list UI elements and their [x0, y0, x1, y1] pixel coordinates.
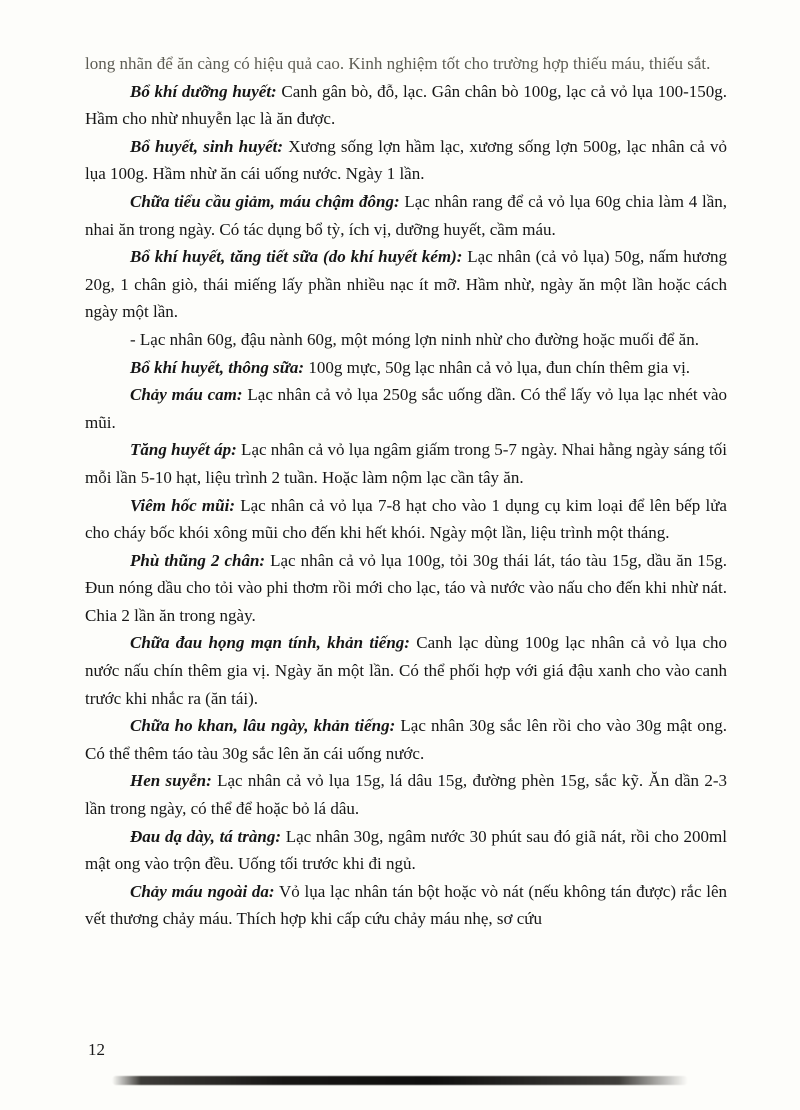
paragraph-text: Lạc nhân 30g sắc lên rồi cho vào 30g mật ong. Có thể thêm táo tàu 30g sắc lên ăn cái uống nước. [85, 716, 727, 763]
paragraph-lead: Phù thũng 2 chân: [130, 550, 266, 570]
paragraph-text: Lạc nhân rang để cả vỏ lụa 60g chia làm 4 lần, nhai ăn trong ngày. Có tác dụng bổ tỳ, ích vị, dưỡng huyết, cầm máu. [85, 191, 727, 239]
paragraph-lead: Viêm hốc mũi: [130, 495, 235, 515]
paragraph-lead: Bổ huyết, sinh huyết: [130, 136, 284, 156]
scan-artifact-smudge [112, 1076, 688, 1085]
paragraph [85, 823, 727, 878]
paragraph-lead: Bổ khí huyết, tăng tiết sữa (do khí huyết kém): [130, 247, 463, 267]
paragraph-lead: Hen suyễn: [130, 771, 212, 791]
paragraph [85, 547, 727, 630]
paragraph [85, 629, 727, 712]
paragraph [85, 133, 727, 188]
paragraph-text: Lạc nhân (cả vỏ lụa) 50g, nấm hương 20g, 1 chân giò, thái miếng lấy phần nhiều nạc ít mỡ. Hầm nhừ, ngày ăn một lần hoặc cách ngày một lần. [85, 247, 727, 322]
text-block [85, 50, 727, 933]
paragraph [85, 878, 727, 933]
paragraph-text: Lạc nhân cả vỏ lụa ngâm giấm trong 5-7 ngày. Nhai hằng ngày sáng tối mỗi lần 5-10 hạt, liệu trình 2 tuần. Hoặc làm nộm lạc cần tây ăn. [85, 440, 727, 487]
paragraph [85, 767, 727, 822]
paragraph [85, 436, 727, 491]
paragraph-text: Canh gân bò, đỗ, lạc. Gân chân bò 100g, lạc cả vỏ lụa 100-150g. Hầm cho nhừ nhuyễn lạc là ăn được. [85, 81, 727, 129]
paragraph [85, 243, 727, 326]
paragraph [85, 188, 727, 243]
paragraph [85, 354, 727, 382]
paragraph-lead: Bổ khí dưỡng huyết: [130, 81, 277, 101]
paragraph [85, 712, 727, 767]
paragraph [85, 492, 727, 547]
paragraph-text: Xương sống lợn hầm lạc, xương sống lợn 500g, lạc nhân cả vỏ lụa 100g. Hầm nhừ ăn cái uống nước. Ngày 1 lần. [85, 136, 727, 184]
paragraph [85, 381, 727, 436]
paragraph-text: long nhãn để ăn càng có hiệu quả cao. Kinh nghiệm tốt cho trường hợp thiếu máu, thiếu sắt. [85, 54, 711, 73]
paragraph [85, 78, 727, 133]
paragraph [85, 50, 727, 78]
paragraph-text: Canh lạc dùng 100g lạc nhân cả vỏ lụa cho nước nấu chín thêm gia vị. Ngày ăn một lần. Có thể phối hợp với giá đậu xanh cho vào canh trước khi nhắc ra (ăn tái). [85, 633, 727, 708]
paragraph-text: Lạc nhân cả vỏ lụa 15g, lá dâu 15g, đường phèn 15g, sắc kỹ. Ăn dần 2-3 lần trong ngày, có thể để hoặc bỏ lá dâu. [85, 771, 728, 819]
paragraph-text: - Lạc nhân 60g, đậu nành 60g, một móng lợn ninh nhừ cho đường hoặc muối để ăn. [130, 329, 699, 349]
paragraph [85, 326, 727, 354]
paragraph-lead: Chảy máu cam: [130, 385, 243, 405]
paragraph-text: 100g mực, 50g lạc nhân cả vỏ lụa, đun chín thêm gia vị. [304, 357, 691, 377]
paragraph-text: Lạc nhân cả vỏ lụa 250g sắc uống dần. Có thể lấy vỏ lụa lạc nhét vào mũi. [85, 385, 728, 432]
paragraph-lead: Chảy máu ngoài da: [130, 881, 275, 901]
paragraph-text: Vỏ lụa lạc nhân tán bột hoặc vò nát (nếu không tán được) rắc lên vết thương chảy máu. Thích hợp khi cấp cứu chảy máu nhẹ, sơ cứu [85, 881, 728, 929]
paragraph-lead: Đau dạ dày, tá tràng: [130, 826, 281, 846]
paragraph-lead: Tăng huyết áp: [130, 440, 237, 460]
paragraph-lead: Chữa ho khan, lâu ngày, khản tiếng: [130, 716, 396, 736]
paragraph-text: Lạc nhân cả vỏ lụa 7-8 hạt cho vào 1 dụng cụ kim loại để lên bếp lửa cho cháy bốc khói xông mũi cho đến khi hết khói. Ngày một lần, liệu trình một tháng. [85, 495, 727, 543]
paragraph-lead: Bổ khí huyết, thông sữa: [130, 357, 305, 377]
paragraph-text: Lạc nhân cả vỏ lụa 100g, tỏi 30g thái lát, táo tàu 15g, dầu ăn 15g. Đun nóng dầu cho tỏi vào phi thơm rồi mới cho lạc, táo và nước vào nấu cho đến khi nhừ nát. Chia 2 lần ăn trong ngày. [85, 550, 728, 625]
page-number: 12 [88, 1040, 105, 1059]
paragraph-text: Lạc nhân 30g, ngâm nước 30 phút sau đó giã nát, rồi cho 200ml mật ong vào trộn đều. Uống tối trước khi đi ngủ. [85, 826, 727, 874]
paragraph-lead: Chữa tiểu cầu giảm, máu chậm đông: [130, 191, 400, 211]
paragraph-lead: Chữa đau họng mạn tính, khản tiếng: [130, 633, 410, 653]
